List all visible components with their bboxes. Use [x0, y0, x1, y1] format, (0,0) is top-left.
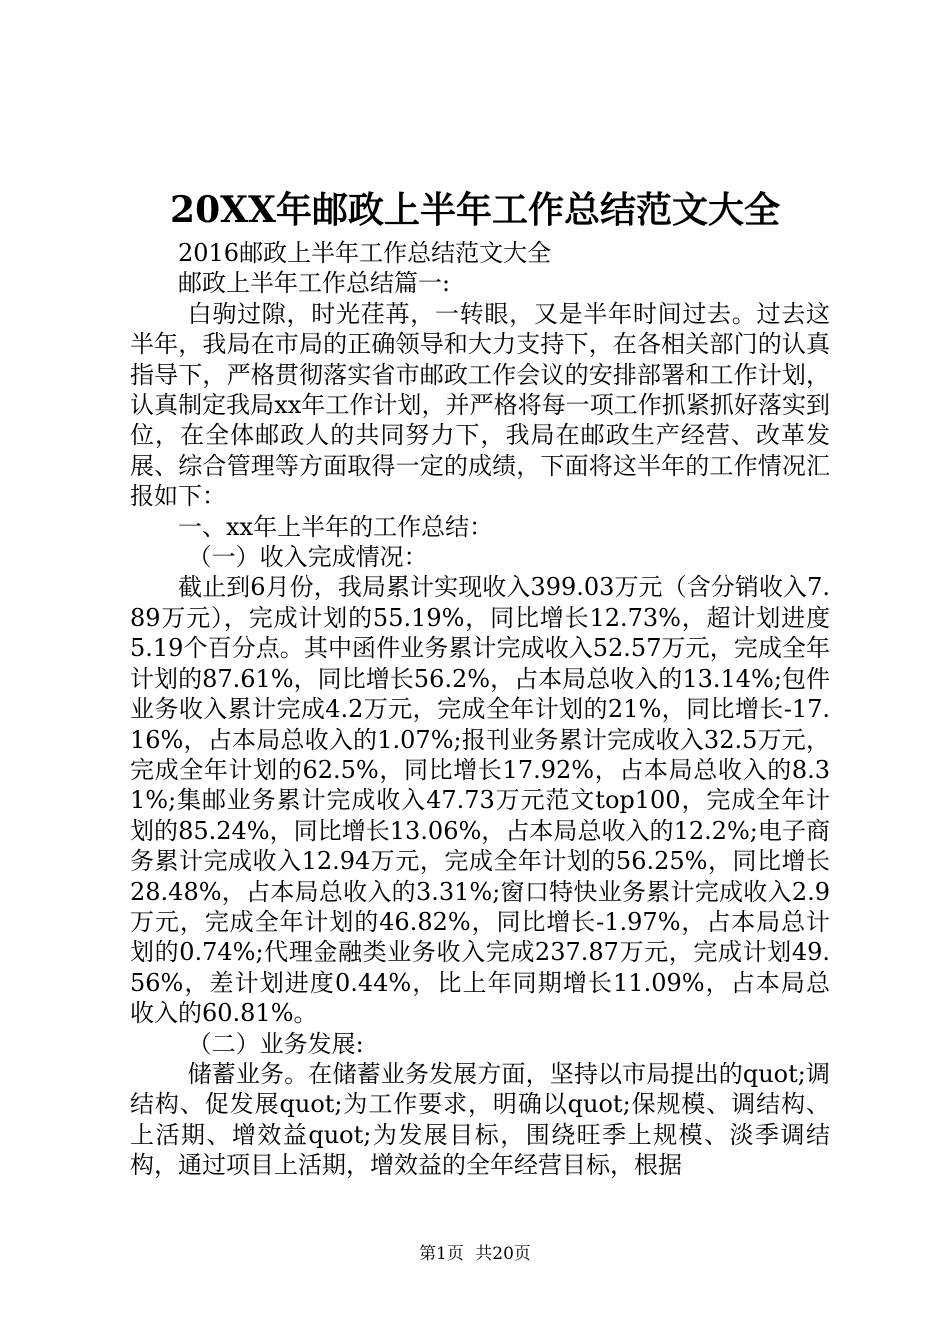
page-footer	[0, 1242, 950, 1266]
page-number: 第1页	[419, 1244, 464, 1264]
document-body	[130, 238, 830, 1181]
subsection-heading: （一）收入完成情况：	[187, 543, 428, 572]
paragraph: 白驹过隙，时光荏苒，一转眼，又是半年时间过去。过去这半年，我局在市局的正确领导和大力支持下，在各相关部门的认真指导下，严格贯彻落实省市邮政工作会议的安排部署和工作计划，认真制定我局xx年工作计划，并严格将每一项工作抓紧抓好落实到位，在全体邮政人的共同努力下，我局在邮政生产经营、改革发展、综合管理等方面取得一定的成绩，下面将这半年的工作情况汇报如下：	[130, 299, 830, 511]
subsection-heading: （二）业务发展:	[187, 1029, 364, 1058]
paragraph: 储蓄业务。在储蓄业务发展方面，坚持以市局提出的quot;调结构、促发展quot;为工作要求，明确以quot;保规模、调结构、上活期、增效益quot;为发展目标，围绕旺季上规模、淡季调结构，通过项目上活期，增效益的全年经营目标，根据	[130, 1059, 830, 1180]
paragraph: 邮政上半年工作总结篇一:	[178, 269, 451, 298]
section-heading: 一、xx年上半年的工作总结：	[178, 512, 494, 541]
document-title: 20XX年邮政上半年工作总结范文大全	[170, 189, 780, 231]
paragraph: 2016邮政上半年工作总结范文大全	[178, 239, 552, 267]
paragraph: 截止到6月份，我局累计实现收入399.03万元（含分销收入7.89万元），完成计划的55.19%，同比增长12.73%，超计划进度5.19个百分点。其中函件业务累计完成收入52.57万元，完成全年计划的87.61%，同比增长56.2%，占本局总收入的13.14%;包件业务收入累计完成4.2万元，完成全年计划的21%，同比增长-17.16%，占本局总收入的1.07%;报刊业务累计完成收入32.5万元，完成全年计划的62.5%，同比增长17.92%，占本局总收入的8.31%;集邮业务累计完成收入47.73万元范文top100，完成全年计划的85.24%，同比增长13.06%，占本局总收入的12.2%;电子商务累计完成收入12.94万元，完成全年计划的56.25%，同比增长28.48%，占本局总收入的3.31%;窗口特快业务累计完成收入2.9万元，完成全年计划的46.82%，同比增长-1.97%，占本局总计划的0.74%;代理金融类业务收入完成237.87万元，完成计划49.56%，差计划进度0.44%，比上年同期增长11.09%，占本局总收入的60.81%。	[130, 573, 830, 1028]
page-total: 共20页	[475, 1244, 531, 1264]
